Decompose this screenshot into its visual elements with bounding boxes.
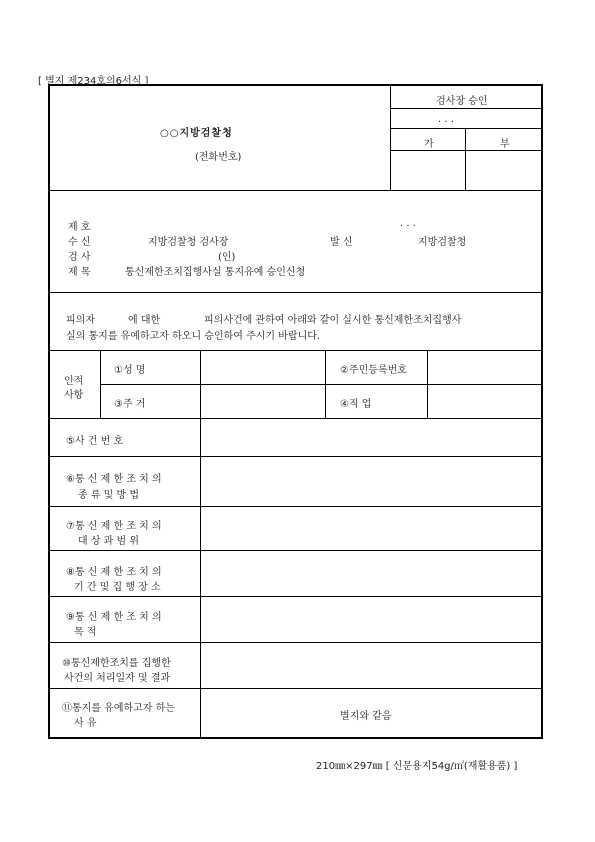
intro-text-1: 피의사건에 관하여 아래와 같이 실시한 통신제한조치집행사 [204,315,462,326]
intro-suspect: 피의자 [66,315,95,326]
row-line-4 [48,596,543,597]
personal-group-label-1: 인적 [64,376,84,387]
subject-label: 제 목 [68,267,91,278]
address-field[interactable] [202,386,323,416]
job-field[interactable] [429,386,541,416]
row-line-2 [48,506,543,507]
form-label: [ 별지 제234호의6서식 ] [38,76,149,87]
approval-title: 검사장 승인 [436,96,488,107]
intro-bottom-line [48,350,543,351]
intro-text-2: 실의 통지를 유예하고자 하오니 승인하여 주시기 바랍니다. [66,331,321,342]
measure-target-field[interactable] [202,508,541,548]
recipient-label: 수 신 [68,237,91,248]
reject-label: 부 [500,139,510,150]
approve-label: 가 [424,139,434,150]
approval-date: . . . [438,114,454,125]
job-label: ④직 업 [340,399,372,410]
name-field[interactable] [202,352,323,382]
case-number-label: ⑤사 건 번 호 [66,436,124,447]
row-line-1 [48,456,543,457]
row-line-6 [48,688,543,689]
measure-purpose-field[interactable] [202,598,541,640]
personal-col-divider-2 [427,350,428,418]
sender-label: 발 신 [330,237,353,248]
approval-divider-2 [390,128,542,129]
measure-purpose-label-2: 목 적 [74,627,97,638]
header-bottom-line [48,190,543,191]
approval-divider-1 [390,108,542,109]
deferral-reason-label-2: 사 유 [74,718,97,729]
personal-col-divider-1 [325,350,326,418]
measure-period-field[interactable] [202,552,541,594]
label-column-divider [200,350,201,739]
measure-period-label-1: ⑧통 신 제 한 조 치 의 [66,567,162,578]
personal-group-label-2: 사항 [64,390,84,401]
row-line-5 [48,642,543,643]
case-result-field[interactable] [202,644,541,686]
measure-type-label-1: ⑥통 신 제 한 조 치 의 [66,474,162,485]
measure-purpose-label-1: ⑨통 신 제 한 조 치 의 [66,612,162,623]
recipient-value: 지방검찰청 검사장 [148,237,229,248]
measure-type-label-2: 종 류 및 방 법 [78,490,140,501]
case-result-label-2: 사건의 처리일자 및 결과 [64,673,171,684]
deferral-reason-label-1: ⑪통지를 유예하고자 하는 [62,703,175,714]
sender-value: 지방검찰청 [418,237,467,248]
address-label: ③주 거 [114,399,146,410]
deferral-reason-value: 별지와 같음 [340,711,392,722]
intro-regarding: 에 대한 [128,315,161,326]
doc-date: . . . [400,218,416,229]
name-label: ①성 명 [114,365,146,376]
personal-mid-line [100,384,543,385]
case-result-label-1: ⑩통신제한조치를 집행한 [62,658,171,669]
memo-bottom-line [48,292,543,293]
prosecutor-label: 검 사 [68,252,91,263]
approval-divider-3 [390,150,542,151]
approve-seal-area[interactable] [392,152,464,188]
measure-period-label-2: 기 간 및 집 행 장 소 [74,582,161,593]
rrn-label: ②주민등록번호 [340,365,407,376]
measure-target-label-2: 대 상 과 범 위 [78,536,140,547]
measure-type-field[interactable] [202,458,541,504]
row-line-3 [48,550,543,551]
case-number-field[interactable] [202,420,541,454]
paper-spec: 210㎜×297㎜ [ 신문용지54g/㎡(재활용품) ] [316,761,518,772]
office-phone: (전화번호) [195,152,242,163]
rrn-field[interactable] [429,352,541,382]
reject-seal-area[interactable] [467,152,541,188]
measure-target-label-1: ⑦통 신 제 한 조 치 의 [66,521,162,532]
seal-mark: (인) [218,252,236,263]
doc-number-label: 제 호 [68,222,91,233]
personal-bottom-line [48,418,543,419]
approval-mid-line [465,128,466,190]
approval-box-left [390,86,391,190]
subject-value: 통신제한조치집행사실 통지유예 승인신청 [125,267,306,278]
office-title: ○○지방검찰청 [160,128,233,139]
